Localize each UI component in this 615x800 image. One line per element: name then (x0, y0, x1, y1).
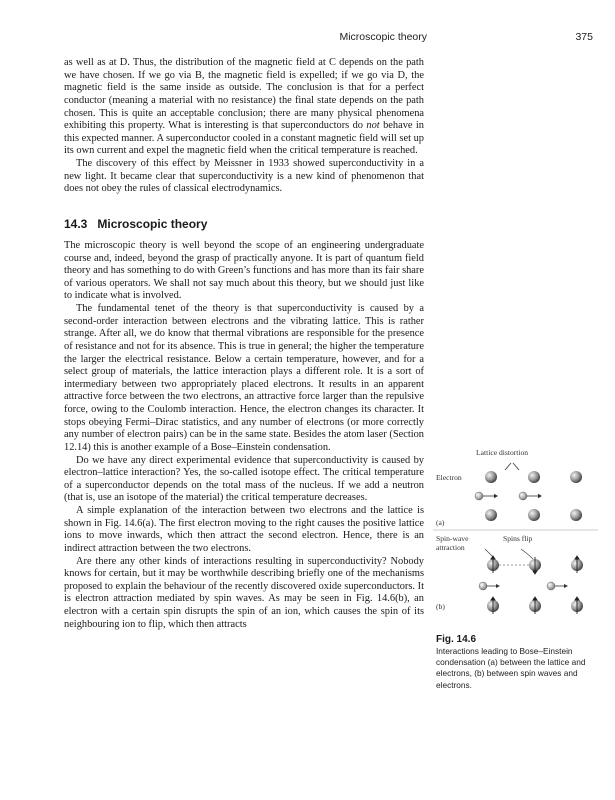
section-title: Microscopic theory (97, 216, 208, 231)
main-text-column (64, 57, 424, 631)
figure-14-6 (433, 443, 598, 703)
paragraph-2: The discovery of this effect by Meissner in 1933 showed superconductivity in a new light. It became clear that superconductivity is a new kind of phenomenon that does not obey the rules of classical electrodynamics. (64, 158, 424, 195)
label-panel-a: (a) (436, 518, 445, 527)
emphasis-not: not (366, 120, 380, 132)
paragraph-7: Are there any other kinds of interactions resulting in superconductivity? Nobody knows for certain, but it may be worthwhile describing briefly one of the mechanisms proposed to explain the behaviour of the recently discovered oxide superconductors. It is electron attraction mediated by spin waves. As may be seen in Fig. 14.6(b), an electron with a certain spin disrupts the spin of an ion, which causes the spin of its neighbouring ion to flip, which then attracts (64, 555, 424, 630)
figure-caption-label: Fig. 14.6 (436, 634, 477, 645)
paragraph-4: The fundamental tenet of the theory is that superconductivity is caused by a second-order interaction between electrons and the vibrating lattice. This is rather strange. After all, we do know that thermal vibrations are responsible for the presence of resistance and not for its absence. This is true in general; the higher the temperature the larger the electrical resistance. Below a certain temperature, however, and for a select group of materials, the lattice interaction plays a different role. It is a sort of intermediary between two appropriately placed electrons. It results in an apparent attractive force between the two electrons, an attractive force larger than the repulsive force, owing to the Coulomb interaction. Hence, the electron changes its character. It stops obeying Fermi–Dirac statistics, and any number of electrons (or more correctly any number of electron pairs) can be in the same state. Besides the atom laser (Section 12.14) this is another example of a Bose–Einstein condensation. (64, 303, 424, 453)
running-head (0, 31, 615, 47)
section-number: 14.3 (64, 216, 88, 231)
paragraph-1-end: behave in this expected manner. A superconductor cooled in a constant magnetic field will set up its own current and expel the magnetic field when the critical temperature is reached. (64, 120, 424, 157)
electron-2 (519, 492, 542, 500)
figure-caption-text: Interactions leading to Bose–Einstein condensation (a) between the lattice and electrons, (b) between spin waves and electrons. (436, 646, 586, 690)
paragraph-6: A simple explanation of the interaction between two electrons and the lattice is shown in Fig. 14.6(a). The first electron moving to the right causes the positive lattice ions to move inwards, which then attract the second electron. Hence, there is an indirect attraction between the two electrons. (64, 505, 424, 554)
page-number: 375 (575, 31, 593, 43)
label-electron: Electron (436, 473, 462, 482)
paragraph-1 (64, 57, 424, 158)
label-attraction: attraction (436, 543, 465, 552)
lattice-ions-row-1 (485, 471, 582, 483)
label-spin-wave: Spin-wave (436, 534, 469, 543)
paragraph-1-text: as well as at D. Thus, the distribution of the magnetic field at C depends on the path we have chosen. If we go via B, the magnetic field is expelled; if we go via D, the magnetic field is the same inside as outside. The conclusion is that for a perfect conductor (meaning a material with no resistance) the final state depends on the path chosen. This is quite an acceptable conclusion; there are many physical phenomena exhibiting this property. What is interesting is that superconductors do (64, 57, 424, 132)
paragraph-3: The microscopic theory is well beyond the scope of an engineering undergraduate course and, indeed, beyond the grasp of practically anyone. It is part of quantum field theory and has something to do with Green’s functions and has more than its fair share of various operators. We shall not say much about this theory, but we should just like to indicate what is involved. (64, 239, 424, 302)
spin-electrons (479, 582, 568, 590)
electron-1 (475, 492, 498, 500)
label-lattice-distortion: Lattice distortion (476, 448, 529, 457)
running-title: Microscopic theory (339, 31, 427, 43)
label-panel-b: (b) (436, 602, 445, 611)
section-heading (64, 217, 424, 231)
lattice-distortion-arrows (505, 463, 519, 470)
label-spins-flip: Spins flip (503, 534, 533, 543)
paragraph-5: Do we have any direct experimental evidence that superconductivity is caused by electron–lattice interaction? Yes, the so-called isotope effect. The critical temperature of a superconductor depends on the total mass of the nucleus. If we add a neutron (that is, use an isotope of the material) the critical temperature decreases. (64, 454, 424, 504)
lattice-ions-row-2 (485, 509, 582, 521)
